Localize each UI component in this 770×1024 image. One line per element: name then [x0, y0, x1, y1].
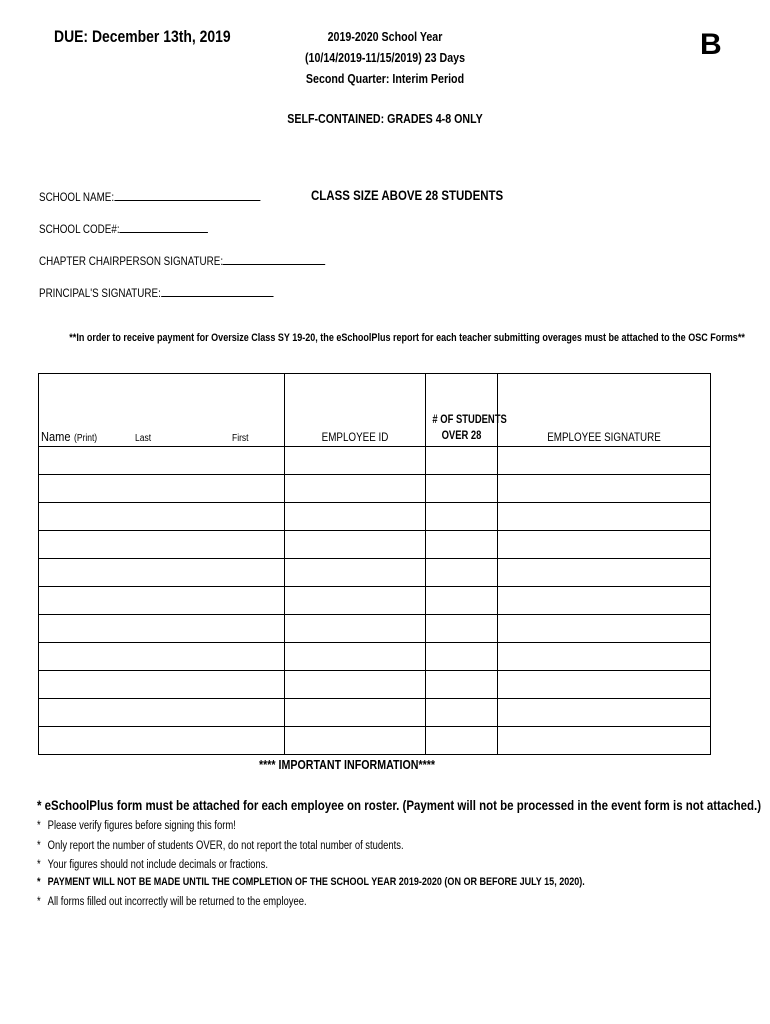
- name-cell[interactable]: [39, 671, 285, 699]
- roster-table: [38, 373, 711, 755]
- students-over-cell[interactable]: [426, 671, 498, 699]
- principal-signature-label: PRINCIPAL'S SIGNATURE:: [39, 286, 161, 300]
- students-over-cell[interactable]: [426, 727, 498, 755]
- employee-id-cell[interactable]: [285, 475, 426, 503]
- name-cell[interactable]: [39, 475, 285, 503]
- important-info-title: [0, 757, 694, 772]
- students-over-cell[interactable]: [426, 503, 498, 531]
- name-cell[interactable]: [39, 587, 285, 615]
- school-code-field[interactable]: [39, 222, 208, 236]
- employee-id-cell[interactable]: [285, 699, 426, 727]
- students-over-line2: OVER 28: [441, 430, 482, 442]
- employee-id-cell[interactable]: [285, 447, 426, 475]
- info-bullet: * Your figures should not include decimals or fractions.: [37, 859, 268, 871]
- signature-cell[interactable]: [498, 531, 711, 559]
- school-code-label: SCHOOL CODE#:: [39, 222, 120, 236]
- chairperson-signature-line[interactable]: [223, 254, 326, 265]
- table-row: [39, 587, 711, 615]
- employee-id-cell[interactable]: [285, 615, 426, 643]
- name-cell[interactable]: [39, 615, 285, 643]
- employee-id-cell[interactable]: [285, 587, 426, 615]
- form-subtitle: [235, 111, 535, 126]
- first-label: First: [231, 433, 249, 444]
- students-over-cell[interactable]: [426, 699, 498, 727]
- students-over-cell[interactable]: [426, 447, 498, 475]
- signature-cell[interactable]: [498, 671, 711, 699]
- signature-cell[interactable]: [498, 699, 711, 727]
- students-over-cell[interactable]: [426, 559, 498, 587]
- info-bullet: * All forms filled out incorrectly will be returned to the employee.: [37, 896, 307, 908]
- table-row: [39, 531, 711, 559]
- payment-note-text: **In order to receive payment for Oversize Class SY 19-20, the eSchoolPlus report for each teacher submitting overages must be attached to the OSC Forms**: [69, 332, 745, 344]
- signature-cell[interactable]: [498, 447, 711, 475]
- students-over-cell[interactable]: [426, 643, 498, 671]
- table-row: [39, 559, 711, 587]
- school-name-label: SCHOOL NAME:: [39, 190, 115, 204]
- table-row: [39, 727, 711, 755]
- table-row: [39, 643, 711, 671]
- name-cell[interactable]: [39, 699, 285, 727]
- quarter-label: Second Quarter: Interim Period: [305, 71, 465, 86]
- table-row: [39, 447, 711, 475]
- school-name-line[interactable]: [114, 190, 260, 201]
- table-header-row: [39, 374, 711, 447]
- info-bullet: * Please verify figures before signing this form!: [37, 820, 236, 832]
- students-over-header: [426, 374, 507, 447]
- principal-signature-line[interactable]: [161, 286, 273, 297]
- bullet-text: All forms filled out incorrectly will be returned to the employee.: [47, 896, 307, 908]
- name-label: Name: [41, 429, 71, 444]
- info-bullet: * PAYMENT WILL NOT BE MADE UNTIL THE COMPLETION OF THE SCHOOL YEAR 2019-2020 (ON OR BEFORE JULY 15, 2020).: [37, 876, 585, 888]
- period-dates: (10/14/2019-11/15/2019) 23 Days: [304, 50, 466, 65]
- school-code-line[interactable]: [120, 222, 209, 233]
- name-cell[interactable]: [39, 559, 285, 587]
- principal-signature-field[interactable]: [39, 286, 273, 300]
- bullet-text: Please verify figures before signing this form!: [47, 820, 236, 832]
- signature-cell[interactable]: [498, 727, 711, 755]
- school-name-field[interactable]: [39, 190, 260, 204]
- chairperson-signature-label: CHAPTER CHAIRPERSON SIGNATURE:: [39, 254, 224, 268]
- employee-id-cell[interactable]: [285, 503, 426, 531]
- students-over-cell[interactable]: [426, 531, 498, 559]
- due-date: DUE: December 13th, 2019: [54, 27, 231, 46]
- table-row: [39, 615, 711, 643]
- name-cell[interactable]: [39, 447, 285, 475]
- signature-cell[interactable]: [498, 503, 711, 531]
- important-title-text: **** IMPORTANT INFORMATION****: [258, 757, 436, 772]
- signature-cell[interactable]: [498, 587, 711, 615]
- school-year-header: [235, 26, 535, 89]
- school-year: 2019-2020 School Year: [327, 29, 443, 44]
- class-size-title: CLASS SIZE ABOVE 28 STUDENTS: [311, 187, 504, 203]
- info-bullet: * Only report the number of students OVER, do not report the total number of students.: [37, 840, 404, 852]
- name-cell[interactable]: [39, 727, 285, 755]
- employee-id-cell[interactable]: [285, 727, 426, 755]
- employee-signature-label: EMPLOYEE SIGNATURE: [547, 430, 661, 444]
- signature-cell[interactable]: [498, 559, 711, 587]
- bullet-text: PAYMENT WILL NOT BE MADE UNTIL THE COMPLETION OF THE SCHOOL YEAR 2019-2020 (ON OR BEFORE JULY 15, 2020).: [47, 876, 585, 888]
- name-cell[interactable]: [39, 503, 285, 531]
- employee-id-cell[interactable]: [285, 671, 426, 699]
- employee-id-label: EMPLOYEE ID: [321, 430, 389, 444]
- bullet-text: Only report the number of students OVER, do not report the total number of students.: [47, 840, 404, 852]
- roster-body: [39, 447, 711, 755]
- attach-note: * eSchoolPlus form must be attached for each employee on roster. (Payment will not be processed in the event form is not attached.): [37, 797, 762, 813]
- name-column-header: [39, 374, 285, 447]
- students-over-cell[interactable]: [426, 587, 498, 615]
- subtitle-text: SELF-CONTAINED: GRADES 4-8 ONLY: [287, 111, 483, 126]
- employee-id-header: [285, 374, 426, 447]
- signature-cell[interactable]: [498, 615, 711, 643]
- students-over-line1: # OF STUDENTS: [432, 414, 507, 426]
- students-over-cell[interactable]: [426, 615, 498, 643]
- students-over-cell[interactable]: [426, 475, 498, 503]
- table-row: [39, 503, 711, 531]
- bullet-text: Your figures should not include decimals or fractions.: [47, 859, 268, 871]
- table-row: [39, 475, 711, 503]
- name-cell[interactable]: [39, 643, 285, 671]
- name-cell[interactable]: [39, 531, 285, 559]
- employee-signature-header: [498, 374, 711, 447]
- signature-cell[interactable]: [498, 643, 711, 671]
- table-row: [39, 671, 711, 699]
- employee-id-cell[interactable]: [285, 643, 426, 671]
- payment-note: [0, 332, 770, 344]
- form-letter: B: [700, 28, 722, 61]
- chairperson-signature-field[interactable]: [39, 254, 326, 268]
- employee-id-cell[interactable]: [285, 531, 426, 559]
- signature-cell[interactable]: [498, 475, 711, 503]
- table-row: [39, 699, 711, 727]
- print-label: (Print): [73, 433, 97, 444]
- employee-id-cell[interactable]: [285, 559, 426, 587]
- last-label: Last: [134, 433, 151, 444]
